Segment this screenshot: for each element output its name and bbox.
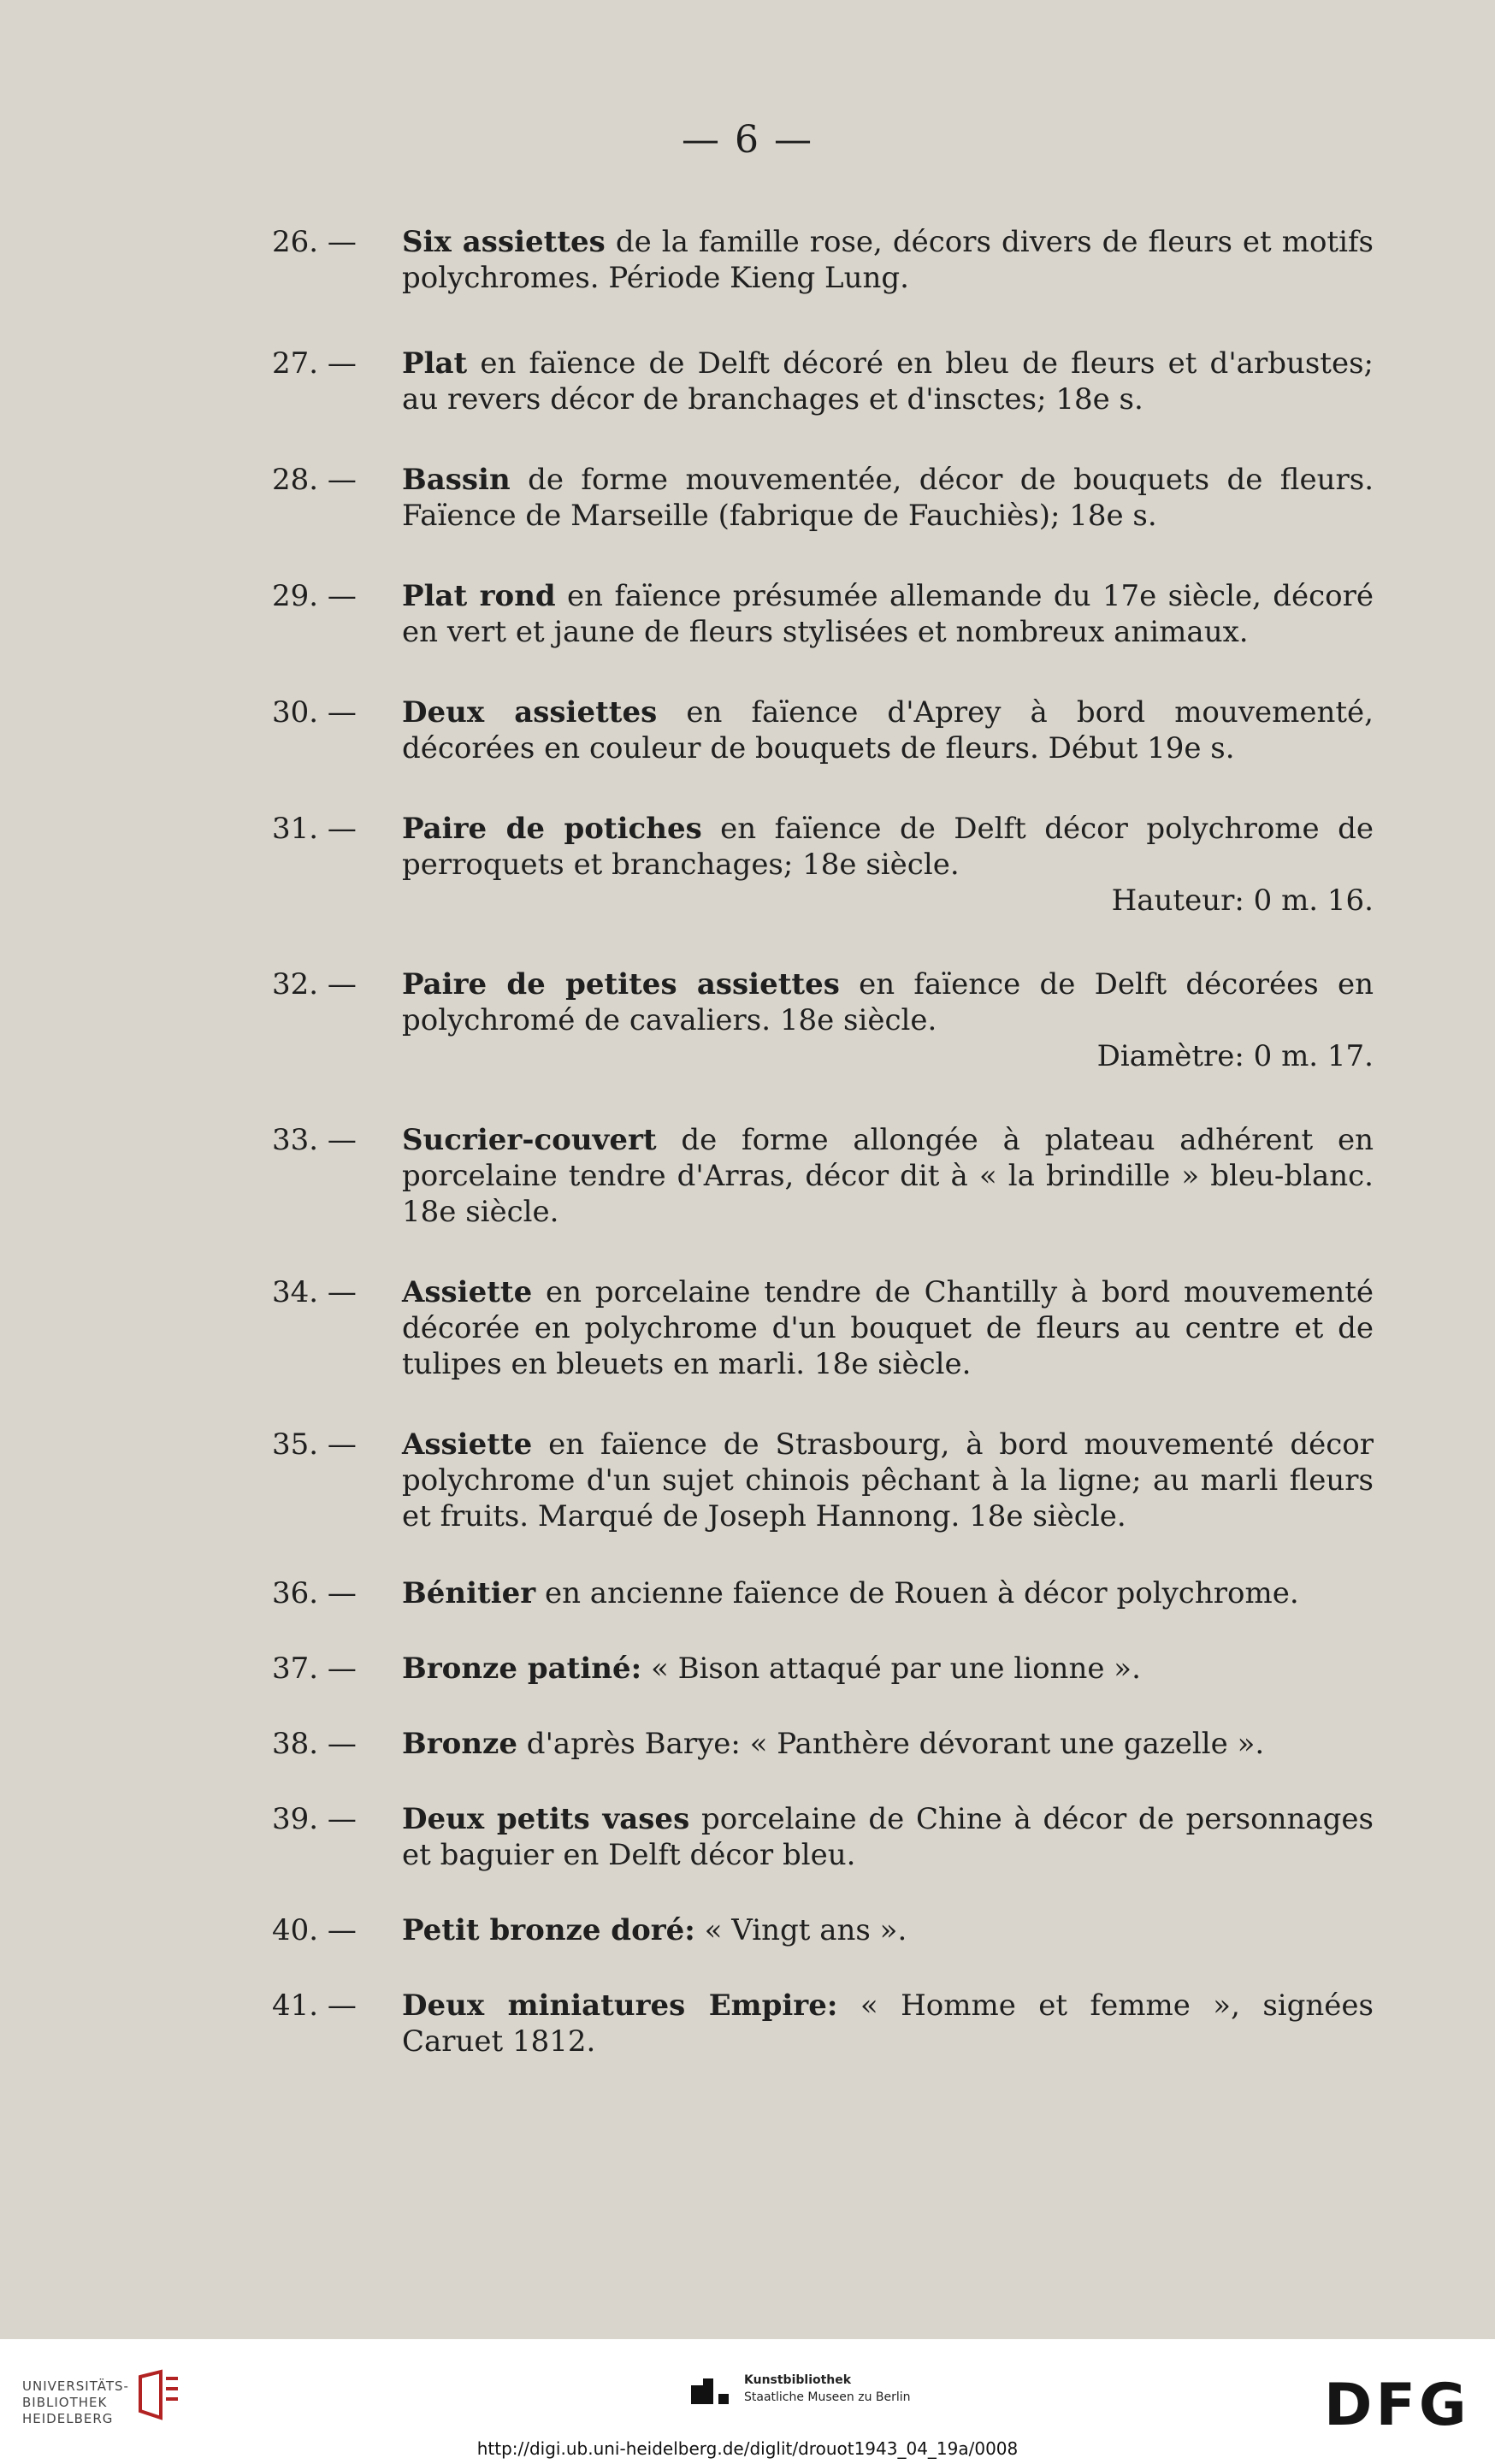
lot-title: Plat — [402, 346, 468, 381]
lot-number: 29. — — [272, 579, 357, 613]
lot-item — [272, 1274, 1374, 1382]
lot-text: « Vingt ans ». — [694, 1913, 907, 1947]
lot-title: Deux assiettes — [402, 695, 658, 730]
lot-item — [272, 462, 1374, 534]
lot-description — [402, 1988, 1374, 2059]
lot-number: 32. — — [272, 967, 357, 1002]
dfg-logo[interactable]: DFG — [1324, 2372, 1470, 2439]
lot-item — [272, 346, 1374, 417]
lot-title: Bénitier — [402, 1576, 536, 1610]
lot-item — [272, 1912, 1374, 1948]
lot-number: 36. — — [272, 1576, 357, 1610]
lot-number: 27. — — [272, 346, 357, 381]
lot-description — [402, 462, 1374, 534]
lot-description — [402, 694, 1374, 766]
lot-title: Plat rond — [402, 579, 556, 613]
lot-number: 35. — — [272, 1427, 357, 1462]
lot-title: Paire de petites assiettes — [402, 967, 840, 1002]
lot-description — [402, 578, 1374, 650]
lot-item — [272, 578, 1374, 650]
lot-title: Bronze patiné: — [402, 1652, 642, 1686]
lot-number: 30. — — [272, 695, 357, 730]
kunstbibliothek-label — [744, 2372, 911, 2406]
logo-line: UNIVERSITÄTS- — [22, 2378, 129, 2394]
lot-title: Six assiettes — [402, 225, 606, 259]
page-number: — 6 — — [682, 118, 813, 162]
lot-item — [272, 1427, 1374, 1534]
lot-title: Bronze — [402, 1727, 517, 1761]
lot-description — [402, 1801, 1374, 1873]
lot-title: Petit bronze doré: — [402, 1913, 695, 1947]
lot-number: 33. — — [272, 1123, 357, 1157]
lot-text: en ancienne faïence de Rouen à décor polychrome. — [535, 1576, 1299, 1610]
lot-item — [272, 1575, 1374, 1611]
lot-description — [402, 1427, 1374, 1534]
lot-item — [272, 1801, 1374, 1873]
lot-title: Assiette — [402, 1427, 533, 1462]
lot-description — [402, 1912, 1374, 1948]
logo-line: HEIDELBERG — [22, 2411, 114, 2426]
lot-title: Sucrier-couvert — [402, 1123, 657, 1157]
lot-text: en faïence d'Aprey à bord mouvementé, décorées en couleur de bouquets de fleurs. Début 19e s. — [402, 695, 1374, 765]
page-url[interactable]: http://digi.ub.uni-heidelberg.de/diglit/drouot1943_04_19a/0008 — [476, 2438, 1019, 2459]
kunstbibliothek-logo-icon — [684, 2373, 736, 2411]
lot-item — [272, 811, 1374, 919]
lot-number: 28. — — [272, 463, 357, 497]
logo-line: BIBLIOTHEK — [22, 2395, 108, 2410]
lot-text: en faïence de Delft décorées en polychromé de cavaliers. 18e siècle. — [402, 967, 1374, 1037]
lot-item — [272, 1726, 1374, 1762]
lot-text: « Bison attaqué par une lionne ». — [641, 1652, 1141, 1686]
lot-description — [402, 1575, 1374, 1611]
lot-title: Bassin — [402, 463, 511, 497]
lot-text: d'après Barye: « Panthère dévorant une gazelle ». — [517, 1727, 1265, 1761]
lot-description — [402, 1651, 1374, 1687]
lot-title: Paire de potiches — [402, 812, 702, 846]
lot-description — [402, 966, 1374, 1038]
lot-number: 31. — — [272, 812, 357, 846]
lot-description — [402, 224, 1374, 296]
lot-text: en faïence présumée allemande du 17e siècle, décoré en vert et jaune de fleurs stylisées et nombreux animaux. — [402, 579, 1374, 649]
lot-title: Deux miniatures Empire: — [402, 1988, 838, 2023]
lot-list — [272, 224, 1374, 2059]
lot-number: 40. — — [272, 1913, 357, 1947]
lot-description — [402, 1726, 1374, 1762]
lot-text: en faïence de Strasbourg, à bord mouvementé décor polychrome d'un sujet chinois pêchant à la ligne; au marli fleurs et fruits. Marqué de Joseph Hannong. 18e siècle. — [402, 1427, 1374, 1533]
lot-number: 41. — — [272, 1988, 357, 2023]
kb-subtitle: Staatliche Museen zu Berlin — [744, 2390, 911, 2404]
lot-number: 34. — — [272, 1275, 357, 1309]
university-emblem-icon — [135, 2368, 181, 2421]
lot-text: « Homme et femme », signées Caruet 1812. — [402, 1988, 1374, 2059]
lot-number: 38. — — [272, 1727, 357, 1761]
lot-text: porcelaine de Chine à décor de personnages et baguier en Delft décor bleu. — [402, 1802, 1374, 1872]
lot-text: de la famille rose, décors divers de fleurs et motifs polychromes. Période Kieng Lung. — [402, 225, 1374, 295]
lot-item — [272, 694, 1374, 766]
university-library-logo[interactable] — [22, 2378, 129, 2427]
lot-description — [402, 1274, 1374, 1382]
lot-number: 26. — — [272, 225, 357, 259]
lot-item — [272, 1122, 1374, 1230]
lot-text: de forme mouvementée, décor de bouquets de fleurs. Faïence de Marseille (fabrique de Fauchiès); 18e s. — [402, 463, 1374, 533]
lot-text: en faïence de Delft décor polychrome de perroquets et branchages; 18e siècle. — [402, 812, 1374, 882]
lot-text: en porcelaine tendre de Chantilly à bord mouvementé décorée en polychrome d'un bouquet de fleurs au centre et de tulipes en bleuets en marli. 18e siècle. — [402, 1275, 1374, 1381]
lot-title: Deux petits vases — [402, 1802, 690, 1836]
lot-number: 39. — — [272, 1802, 357, 1836]
lot-title: Assiette — [402, 1275, 533, 1309]
lot-description — [402, 346, 1374, 417]
kb-title: Kunstbibliothek — [744, 2373, 852, 2387]
lot-text: de forme allongée à plateau adhérent en porcelaine tendre d'Arras, décor dit à « la brindille » bleu-blanc. 18e siècle. — [402, 1123, 1374, 1229]
lot-dimension: Diamètre: 0 m. 17. — [1096, 1039, 1374, 1073]
lot-item — [272, 224, 1374, 296]
lot-item — [272, 966, 1374, 1074]
lot-description — [402, 1122, 1374, 1230]
lot-dimension: Hauteur: 0 m. 16. — [1111, 883, 1374, 918]
lot-text: en faïence de Delft décoré en bleu de fleurs et d'arbustes; au revers décor de branchages et d'insctes; 18e s. — [402, 346, 1374, 417]
lot-description — [402, 811, 1374, 883]
viewer-footer — [0, 2339, 1495, 2464]
lot-item — [272, 1651, 1374, 1687]
lot-item — [272, 1988, 1374, 2059]
lot-number: 37. — — [272, 1652, 357, 1686]
